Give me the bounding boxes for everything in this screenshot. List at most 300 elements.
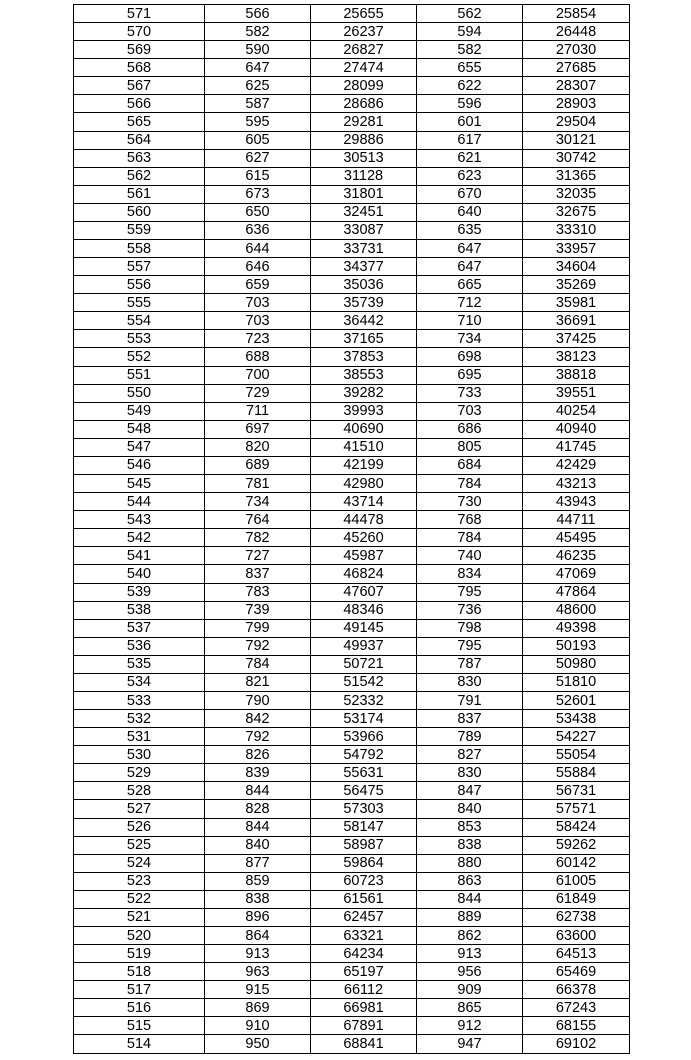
cumulative-cell-1: 37165 [311,330,417,348]
score-cell: 543 [74,511,205,529]
cumulative-cell-2: 27685 [523,59,630,77]
cumulative-cell-1: 45987 [311,547,417,565]
table-row [74,240,630,258]
count-cell-2: 647 [417,258,523,276]
table-row [74,529,630,547]
cumulative-cell-2: 26448 [523,23,630,41]
count-cell-2: 768 [417,511,523,529]
score-cell: 562 [74,167,205,185]
cumulative-cell-1: 30513 [311,149,417,167]
cumulative-cell-2: 57571 [523,800,630,818]
table-row [74,854,630,872]
score-cell: 525 [74,836,205,854]
count-cell-1: 647 [205,59,311,77]
cumulative-cell-2: 32035 [523,185,630,203]
count-cell-1: 739 [205,601,311,619]
table-row [74,475,630,493]
count-cell-1: 582 [205,23,311,41]
count-cell-1: 821 [205,673,311,691]
count-cell-2: 789 [417,728,523,746]
count-cell-1: 723 [205,330,311,348]
count-cell-1: 840 [205,836,311,854]
count-cell-1: 910 [205,1017,311,1035]
count-cell-2: 562 [417,5,523,23]
table-row [74,836,630,854]
count-cell-2: 830 [417,764,523,782]
count-cell-2: 730 [417,493,523,511]
cumulative-cell-2: 33957 [523,240,630,258]
count-cell-1: 792 [205,637,311,655]
count-cell-2: 844 [417,890,523,908]
score-cell: 518 [74,963,205,981]
count-cell-1: 711 [205,402,311,420]
cumulative-cell-2: 45495 [523,529,630,547]
count-cell-2: 791 [417,691,523,709]
cumulative-cell-2: 46235 [523,547,630,565]
count-cell-1: 627 [205,149,311,167]
cumulative-cell-1: 64234 [311,945,417,963]
score-cell: 550 [74,384,205,402]
count-cell-2: 736 [417,601,523,619]
count-cell-1: 869 [205,999,311,1017]
cumulative-cell-2: 34604 [523,258,630,276]
cumulative-cell-2: 54227 [523,728,630,746]
table-row [74,95,630,113]
count-cell-2: 795 [417,637,523,655]
cumulative-cell-2: 40254 [523,402,630,420]
score-cell: 547 [74,438,205,456]
cumulative-cell-2: 59262 [523,836,630,854]
cumulative-cell-2: 47069 [523,565,630,583]
cumulative-cell-2: 64513 [523,945,630,963]
score-cell: 539 [74,583,205,601]
count-cell-1: 688 [205,348,311,366]
cumulative-cell-1: 29886 [311,131,417,149]
count-cell-1: 625 [205,77,311,95]
score-cell: 536 [74,637,205,655]
count-cell-2: 596 [417,95,523,113]
count-cell-1: 727 [205,547,311,565]
count-cell-2: 827 [417,746,523,764]
cumulative-cell-1: 31801 [311,185,417,203]
table-row [74,312,630,330]
table-row [74,981,630,999]
cumulative-cell-2: 29504 [523,113,630,131]
cumulative-cell-1: 45260 [311,529,417,547]
score-cell: 546 [74,456,205,474]
table-row [74,565,630,583]
table-row [74,23,630,41]
score-cell: 516 [74,999,205,1017]
cumulative-cell-2: 61849 [523,890,630,908]
table-row [74,782,630,800]
count-cell-2: 865 [417,999,523,1017]
count-cell-1: 826 [205,746,311,764]
count-cell-1: 644 [205,240,311,258]
score-cell: 534 [74,673,205,691]
cumulative-cell-2: 47864 [523,583,630,601]
count-cell-2: 617 [417,131,523,149]
table-row [74,203,630,221]
cumulative-cell-2: 35981 [523,294,630,312]
count-cell-1: 839 [205,764,311,782]
score-cell: 568 [74,59,205,77]
count-cell-1: 784 [205,655,311,673]
score-cell: 559 [74,221,205,239]
count-cell-2: 621 [417,149,523,167]
cumulative-cell-1: 28099 [311,77,417,95]
score-cell: 542 [74,529,205,547]
table-row [74,945,630,963]
cumulative-cell-2: 36691 [523,312,630,330]
cumulative-cell-1: 54792 [311,746,417,764]
count-cell-2: 703 [417,402,523,420]
count-cell-1: 587 [205,95,311,113]
cumulative-cell-2: 43213 [523,475,630,493]
count-cell-2: 670 [417,185,523,203]
count-cell-2: 798 [417,619,523,637]
table-row [74,41,630,59]
count-cell-2: 956 [417,963,523,981]
count-cell-2: 912 [417,1017,523,1035]
table-row [74,872,630,890]
count-cell-2: 909 [417,981,523,999]
score-cell: 570 [74,23,205,41]
cumulative-cell-2: 56731 [523,782,630,800]
count-cell-1: 844 [205,782,311,800]
cumulative-cell-1: 34377 [311,258,417,276]
cumulative-cell-2: 50193 [523,637,630,655]
count-cell-1: 877 [205,854,311,872]
count-cell-2: 947 [417,1035,523,1053]
count-cell-2: 853 [417,818,523,836]
table-row [74,402,630,420]
table-row [74,131,630,149]
cumulative-cell-2: 62738 [523,908,630,926]
count-cell-1: 842 [205,710,311,728]
count-cell-2: 582 [417,41,523,59]
cumulative-cell-2: 35269 [523,276,630,294]
table-row [74,547,630,565]
table-row [74,438,630,456]
cumulative-cell-1: 58987 [311,836,417,854]
table-row [74,221,630,239]
table-row [74,5,630,23]
cumulative-cell-1: 43714 [311,493,417,511]
cumulative-cell-2: 31365 [523,167,630,185]
count-cell-1: 820 [205,438,311,456]
cumulative-cell-1: 27474 [311,59,417,77]
table-row [74,294,630,312]
cumulative-cell-2: 40940 [523,420,630,438]
table-row [74,113,630,131]
cumulative-cell-2: 41745 [523,438,630,456]
cumulative-cell-1: 52332 [311,691,417,709]
cumulative-cell-1: 50721 [311,655,417,673]
count-cell-1: 844 [205,818,311,836]
table-row [74,330,630,348]
cumulative-cell-2: 50980 [523,655,630,673]
cumulative-cell-2: 37425 [523,330,630,348]
cumulative-cell-1: 42980 [311,475,417,493]
count-cell-2: 834 [417,565,523,583]
cumulative-cell-2: 53438 [523,710,630,728]
count-cell-1: 859 [205,872,311,890]
cumulative-cell-1: 42199 [311,456,417,474]
score-cell: 517 [74,981,205,999]
cumulative-cell-2: 66378 [523,981,630,999]
count-cell-2: 733 [417,384,523,402]
count-cell-2: 862 [417,926,523,944]
table-row [74,890,630,908]
table-row [74,77,630,95]
cumulative-cell-2: 65469 [523,963,630,981]
count-cell-1: 689 [205,456,311,474]
score-cell: 553 [74,330,205,348]
score-cell: 522 [74,890,205,908]
table-row [74,185,630,203]
count-cell-1: 703 [205,294,311,312]
table-row [74,728,630,746]
table-row [74,764,630,782]
cumulative-cell-1: 46824 [311,565,417,583]
cumulative-cell-1: 35739 [311,294,417,312]
score-cell: 526 [74,818,205,836]
score-cell: 521 [74,908,205,926]
cumulative-cell-2: 42429 [523,456,630,474]
cumulative-cell-1: 39993 [311,402,417,420]
table-row [74,673,630,691]
table-row [74,1017,630,1035]
table-row [74,655,630,673]
table-row [74,818,630,836]
cumulative-cell-2: 61005 [523,872,630,890]
score-cell: 535 [74,655,205,673]
score-cell: 567 [74,77,205,95]
count-cell-2: 635 [417,221,523,239]
table-row [74,746,630,764]
count-cell-1: 837 [205,565,311,583]
score-cell: 523 [74,872,205,890]
count-cell-2: 655 [417,59,523,77]
cumulative-cell-1: 49145 [311,619,417,637]
cumulative-cell-1: 36442 [311,312,417,330]
table-row [74,258,630,276]
cumulative-cell-2: 51810 [523,673,630,691]
cumulative-cell-2: 60142 [523,854,630,872]
table-row [74,583,630,601]
cumulative-cell-1: 68841 [311,1035,417,1053]
count-cell-1: 864 [205,926,311,944]
cumulative-cell-1: 49937 [311,637,417,655]
table-row [74,999,630,1017]
score-cell: 560 [74,203,205,221]
score-cell: 527 [74,800,205,818]
count-cell-2: 847 [417,782,523,800]
count-cell-1: 781 [205,475,311,493]
cumulative-cell-1: 47607 [311,583,417,601]
cumulative-cell-2: 55054 [523,746,630,764]
cumulative-cell-1: 48346 [311,601,417,619]
table-row [74,366,630,384]
cumulative-cell-2: 30121 [523,131,630,149]
count-cell-1: 792 [205,728,311,746]
cumulative-cell-1: 53174 [311,710,417,728]
score-cell: 532 [74,710,205,728]
cumulative-cell-1: 61561 [311,890,417,908]
score-cell: 551 [74,366,205,384]
cumulative-cell-1: 53966 [311,728,417,746]
count-cell-2: 863 [417,872,523,890]
count-cell-1: 963 [205,963,311,981]
count-cell-1: 729 [205,384,311,402]
cumulative-cell-2: 49398 [523,619,630,637]
count-cell-1: 950 [205,1035,311,1053]
count-cell-1: 896 [205,908,311,926]
count-cell-2: 830 [417,673,523,691]
count-cell-1: 913 [205,945,311,963]
count-cell-2: 712 [417,294,523,312]
count-cell-2: 838 [417,836,523,854]
count-cell-1: 636 [205,221,311,239]
table-row [74,348,630,366]
count-cell-1: 659 [205,276,311,294]
count-cell-2: 686 [417,420,523,438]
score-cell: 540 [74,565,205,583]
cumulative-cell-1: 29281 [311,113,417,131]
count-cell-1: 590 [205,41,311,59]
count-cell-1: 700 [205,366,311,384]
score-cell: 563 [74,149,205,167]
table-row [74,167,630,185]
count-cell-2: 889 [417,908,523,926]
score-cell: 557 [74,258,205,276]
cumulative-cell-1: 26827 [311,41,417,59]
table-row [74,59,630,77]
score-cell: 538 [74,601,205,619]
cumulative-cell-1: 63321 [311,926,417,944]
cumulative-cell-1: 56475 [311,782,417,800]
cumulative-cell-1: 65197 [311,963,417,981]
count-cell-1: 650 [205,203,311,221]
cumulative-cell-1: 55631 [311,764,417,782]
count-cell-1: 605 [205,131,311,149]
count-cell-2: 784 [417,529,523,547]
cumulative-cell-2: 25854 [523,5,630,23]
cumulative-cell-2: 33310 [523,221,630,239]
count-cell-1: 782 [205,529,311,547]
score-cell: 541 [74,547,205,565]
count-cell-1: 783 [205,583,311,601]
cumulative-cell-2: 28903 [523,95,630,113]
table-row [74,637,630,655]
cumulative-cell-2: 27030 [523,41,630,59]
cumulative-cell-1: 26237 [311,23,417,41]
cumulative-cell-1: 32451 [311,203,417,221]
count-cell-2: 805 [417,438,523,456]
count-cell-1: 734 [205,493,311,511]
table-row [74,1035,630,1053]
cumulative-cell-1: 58147 [311,818,417,836]
score-cell: 533 [74,691,205,709]
count-cell-2: 787 [417,655,523,673]
cumulative-cell-2: 48600 [523,601,630,619]
count-cell-2: 594 [417,23,523,41]
count-cell-2: 784 [417,475,523,493]
cumulative-cell-2: 52601 [523,691,630,709]
cumulative-cell-1: 35036 [311,276,417,294]
score-cell: 529 [74,764,205,782]
cumulative-cell-1: 33731 [311,240,417,258]
table-row [74,908,630,926]
cumulative-cell-2: 55884 [523,764,630,782]
count-cell-2: 698 [417,348,523,366]
table-row [74,800,630,818]
cumulative-cell-1: 60723 [311,872,417,890]
count-cell-1: 595 [205,113,311,131]
cumulative-cell-1: 44478 [311,511,417,529]
table-row [74,493,630,511]
cumulative-cell-2: 67243 [523,999,630,1017]
count-cell-1: 915 [205,981,311,999]
cumulative-cell-2: 38818 [523,366,630,384]
score-cell: 569 [74,41,205,59]
count-cell-2: 695 [417,366,523,384]
cumulative-cell-2: 43943 [523,493,630,511]
cumulative-cell-2: 32675 [523,203,630,221]
score-cell: 528 [74,782,205,800]
count-cell-2: 880 [417,854,523,872]
score-cell: 514 [74,1035,205,1053]
cumulative-cell-2: 69102 [523,1035,630,1053]
score-cell: 561 [74,185,205,203]
cumulative-cell-1: 51542 [311,673,417,691]
table-row [74,456,630,474]
count-cell-2: 665 [417,276,523,294]
cumulative-cell-1: 59864 [311,854,417,872]
cumulative-cell-1: 66112 [311,981,417,999]
score-cell: 554 [74,312,205,330]
count-cell-1: 646 [205,258,311,276]
count-cell-1: 764 [205,511,311,529]
score-cell: 555 [74,294,205,312]
cumulative-cell-1: 25655 [311,5,417,23]
score-cell: 530 [74,746,205,764]
cumulative-cell-1: 62457 [311,908,417,926]
table-row [74,926,630,944]
score-cell: 519 [74,945,205,963]
count-cell-2: 647 [417,240,523,258]
cumulative-cell-1: 33087 [311,221,417,239]
count-cell-1: 615 [205,167,311,185]
cumulative-cell-1: 38553 [311,366,417,384]
count-cell-2: 623 [417,167,523,185]
score-cell: 549 [74,402,205,420]
cumulative-cell-1: 28686 [311,95,417,113]
score-cell: 537 [74,619,205,637]
cumulative-cell-2: 44711 [523,511,630,529]
count-cell-1: 697 [205,420,311,438]
cumulative-cell-2: 30742 [523,149,630,167]
table-row [74,619,630,637]
count-cell-1: 566 [205,5,311,23]
cumulative-cell-2: 63600 [523,926,630,944]
score-cell: 566 [74,95,205,113]
cumulative-cell-2: 39551 [523,384,630,402]
score-cell: 545 [74,475,205,493]
score-cell: 531 [74,728,205,746]
table-row [74,710,630,728]
